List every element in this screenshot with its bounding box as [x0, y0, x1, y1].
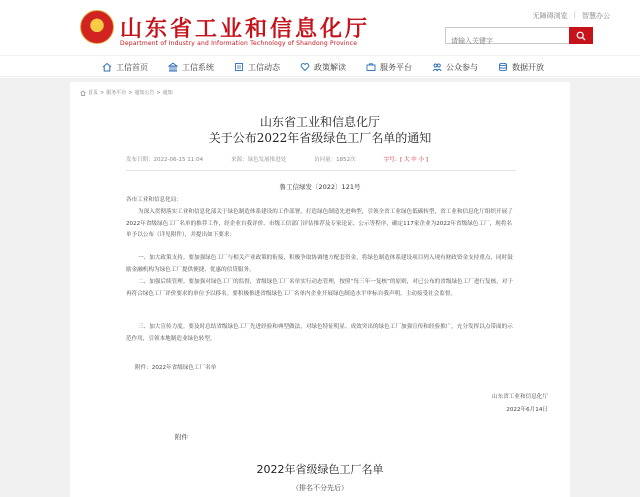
news-icon: [234, 62, 244, 72]
paragraph-publicity: 三、加大宣传力度。要及时总结省级绿色工厂先进经验和典型做法，对绿色特征明显、成效突出的绿色工厂加强宣传和经验推广，充分发挥以点带面的示范作用，引领本地制造业绿色转型。: [126, 324, 513, 342]
list-subtitle: （排名不分先后）: [292, 484, 348, 492]
breadcrumb-notices[interactable]: 通知公告: [134, 90, 155, 96]
nav-label: 政策解读: [314, 62, 346, 72]
search-icon: [576, 31, 586, 41]
nav-item-service[interactable]: [356, 56, 422, 78]
nav-item-data[interactable]: [488, 56, 554, 78]
search-box: [445, 27, 593, 44]
salutation: 各市工业和信息化局：: [126, 197, 182, 203]
breadcrumb-sep: >: [100, 89, 105, 96]
article-meta: [126, 155, 516, 167]
divider: [126, 170, 516, 171]
paragraph-intro: 为深入贯彻落实工业和信息化部关于绿色制造体系建设的工作部署，打造绿色制造先进典型，引领全省工业绿色低碳转型，省工业和信息化厅组织开展了2022年省级绿色工厂名单的推荐工作，经企业自我评价、市级工信部门评估推荐及专家论证、公示等程序，确定117家企业为2022年省级绿色工厂，现将名单予以公布（详见附件），并提出如下要求：: [126, 209, 513, 238]
top-links: [533, 11, 610, 21]
nav-item-system[interactable]: [158, 56, 224, 78]
home-icon: [102, 62, 112, 72]
breadcrumb-home[interactable]: 首页: [88, 90, 99, 96]
publish-date: 发布日期：2022-06-15 11:04: [126, 157, 204, 163]
breadcrumb-sep: >: [156, 89, 161, 96]
font-size-control[interactable]: 字号：[ 大 中 小 ]: [383, 157, 428, 163]
heart-policy-icon: [300, 62, 310, 72]
nav-item-public[interactable]: [422, 56, 488, 78]
nav-label: 服务平台: [380, 62, 412, 72]
document-number: 鲁工信绿发〔2022〕121号: [279, 183, 361, 191]
people-icon: [432, 62, 442, 72]
national-emblem-logo: [80, 10, 114, 44]
divider: |: [573, 11, 576, 19]
site-subtitle: Department of Industry and Information Technology of Shandong Province: [120, 40, 358, 47]
accessibility-link[interactable]: 无障碍浏览: [532, 12, 568, 20]
nav-item-news[interactable]: [224, 56, 290, 78]
search-button[interactable]: [569, 27, 593, 44]
paragraph-policy: 一、加大政策支持。要加强绿色工厂与相关产业政策的衔接，积极争取协调地方配套资金，将绿色制造体系建设项目列入现有财政资金支持重点，同时鼓励金融机构为绿色工厂提供便捷、优惠的信贷服务。: [126, 255, 513, 273]
attachment-label: 附件: [175, 433, 188, 441]
attachment-link[interactable]: 附件：2022年省级绿色工厂名单: [135, 365, 217, 371]
nav-label: 工信首页: [116, 62, 148, 72]
breadcrumb-service[interactable]: 服务平台: [106, 90, 127, 96]
nav-item-home[interactable]: [92, 56, 158, 78]
article-title-line2: 关于公布2022年省级绿色工厂名单的通知: [208, 131, 432, 145]
site-title[interactable]: 山东省工业和信息化厅: [120, 16, 371, 42]
paragraph-management: 二、加强后续管理。要加强对绿色工厂的监督，省级绿色工厂名单实行动态管理，按照“每三年一复核”的原则，对已公布的省级绿色工厂进行复核，对于再符合绿色工厂评价要求的单位予以移名。要积极推进省级绿色工厂名单内企业开展绿色制造水平审标自我声明，主动接受社会监督。: [126, 279, 513, 297]
nav-label: 公众参与: [446, 62, 478, 72]
data-icon: [498, 62, 508, 72]
search-input[interactable]: [446, 34, 566, 49]
article-source: 来源：绿色发展推进处: [231, 157, 287, 163]
article-title-line1: 山东省工业和信息化厅: [259, 115, 380, 129]
nav-label: 数据开放: [512, 62, 544, 72]
main-nav: [0, 55, 640, 77]
nav-item-policy[interactable]: [290, 56, 356, 78]
briefcase-icon: [366, 62, 376, 72]
list-title: 2022年省级绿色工厂名单: [256, 463, 384, 476]
signature-date: 2022年6月14日: [506, 407, 548, 413]
signature-org: 山东省工业和信息化厅: [492, 394, 548, 400]
building-icon: [168, 62, 178, 72]
nav-label: 工信系统: [182, 62, 214, 72]
home-icon: [80, 90, 86, 96]
nav-label: 工信动态: [248, 62, 280, 72]
view-count: 访问量：1852次: [314, 157, 356, 163]
breadcrumb-current[interactable]: 通知: [162, 90, 173, 96]
smart-office-link[interactable]: 智慧办公: [582, 12, 610, 20]
star-icon: ★: [92, 19, 101, 30]
breadcrumb-sep: >: [128, 89, 133, 96]
breadcrumb: [80, 89, 173, 96]
